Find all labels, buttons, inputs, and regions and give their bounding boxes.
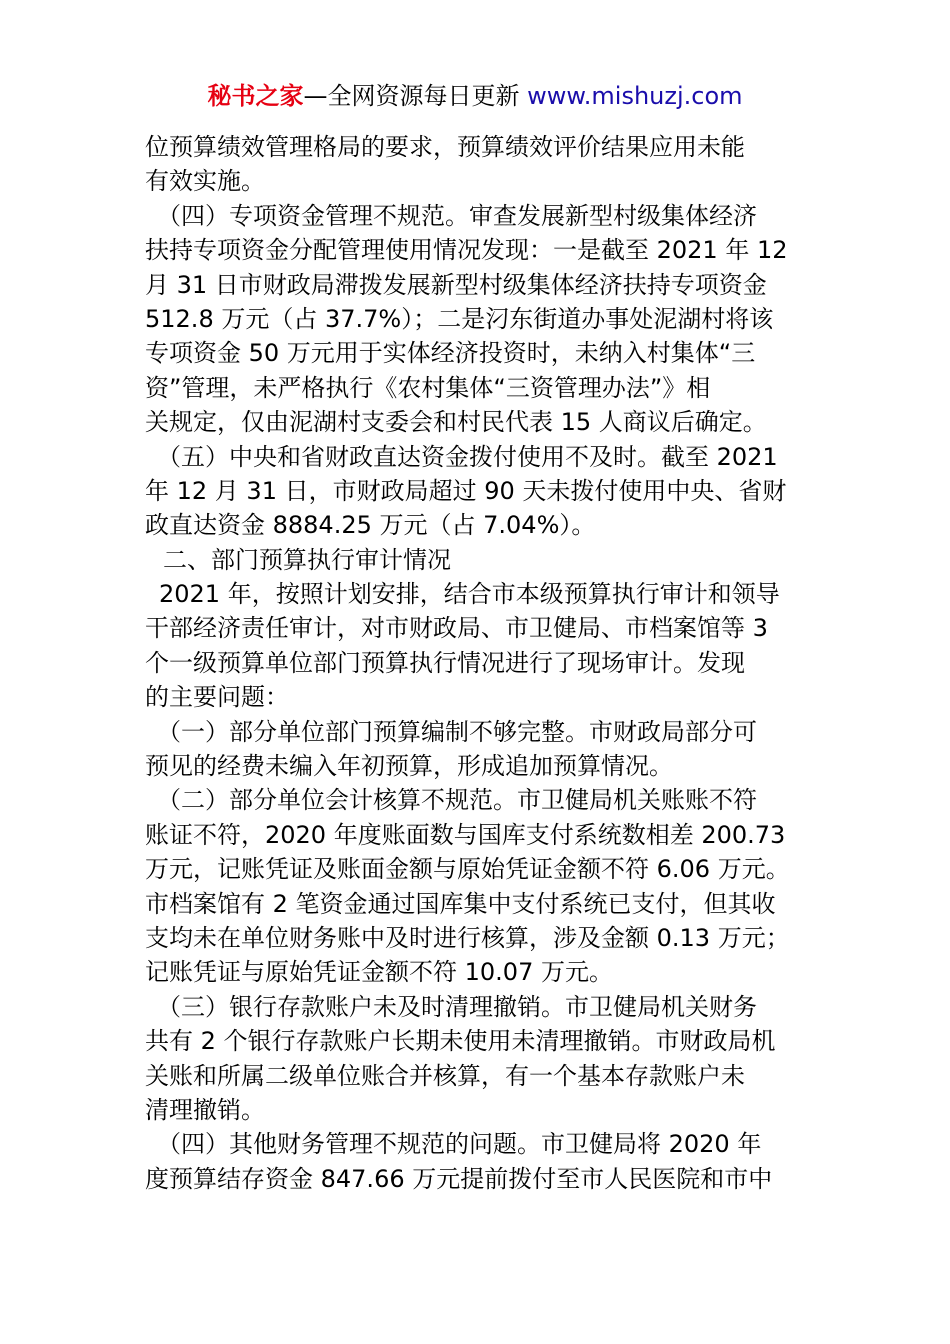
text-line: 有效实施。: [145, 167, 265, 196]
document-body: [145, 130, 825, 1196]
text-line: （四）专项资金管理不规范。审查发展新型村级集体经济: [157, 201, 757, 230]
text-line: 度预算结存资金 847.66 万元提前拨付至市人民医院和市中: [145, 1164, 773, 1193]
text-line: 月 31 日市财政局滞拨发展新型村级集体经济扶持专项资金: [145, 270, 767, 299]
text-line: 位预算绩效管理格局的要求，预算绩效评价结果应用未能: [145, 133, 745, 161]
text-line: 关账和所属二级单位账合并核算，有一个基本存款账户未: [145, 1061, 745, 1090]
text-line: （三）银行存款账户未及时清理撤销。市卫健局机关财务: [157, 992, 757, 1021]
text-line: 支均未在单位财务账中及时进行核算，涉及金额 0.13 万元；: [145, 923, 790, 952]
text-line: 扶持专项资金分配管理使用情况发现：一是截至 2021 年 12: [145, 236, 788, 265]
text-line: 万元，记账凭证及账面金额与原始凭证金额不符 6.06 万元。: [145, 855, 790, 884]
text-line: 个一级预算单位部门预算执行情况进行了现场审计。发现: [145, 648, 745, 677]
text-line: 预见的经费未编入年初预算，形成追加预算情况。: [145, 752, 673, 781]
text-line: 记账凭证与原始凭证金额不符 10.07 万元。: [145, 958, 613, 987]
site-header: [0, 80, 950, 112]
text-line: （四）其他财务管理不规范的问题。市卫健局将 2020 年: [157, 1130, 762, 1159]
section-heading: 二、部门预算执行审计情况: [163, 545, 451, 574]
text-line: 政直达资金 8884.25 万元（占 7.04%）。: [145, 511, 596, 540]
text-line: （一）部分单位部门预算编制不够完整。市财政局部分可: [157, 717, 757, 746]
site-url-link[interactable]: www.mishuzj.com: [527, 82, 743, 110]
text-line: 账证不符，2020 年度账面数与国库支付系统数相差 200.73: [145, 820, 786, 849]
text-line: 资”管理，未严格执行《农村集体“三资管理办法”》相: [145, 373, 711, 402]
text-line: 512.8 万元（占 37.7%）；二是汈东街道办事处泥湖村将该: [145, 304, 774, 333]
text-line: 清理撤销。: [145, 1095, 265, 1124]
text-line: 干部经济责任审计，对市财政局、市卫健局、市档案馆等 3: [145, 614, 768, 643]
text-line: 市档案馆有 2 笔资金通过国库集中支付系统已支付，但其收: [145, 889, 776, 918]
text-line: （五）中央和省财政直达资金拨付使用不及时。截至 2021: [157, 442, 778, 471]
text-line: （二）部分单位会计核算不规范。市卫健局机关账账不符: [157, 786, 757, 815]
text-line: 年 12 月 31 日，市财政局超过 90 天未拨付使用中央、省财: [145, 476, 787, 505]
text-line: 专项资金 50 万元用于实体经济投资时，未纳入村集体“三: [145, 339, 756, 368]
text-line: 关规定，仅由泥湖村支委会和村民代表 15 人商议后确定。: [145, 408, 767, 437]
text-line: 的主要问题：: [145, 683, 289, 712]
text-line: 2021 年，按照计划安排，结合市本级预算执行审计和领导: [159, 580, 780, 609]
header-tagline: —全网资源每日更新: [303, 82, 528, 110]
text-line: 共有 2 个银行存款账户长期未使用未清理撤销。市财政局机: [145, 1027, 776, 1056]
brand-name: 秘书之家: [207, 82, 304, 110]
